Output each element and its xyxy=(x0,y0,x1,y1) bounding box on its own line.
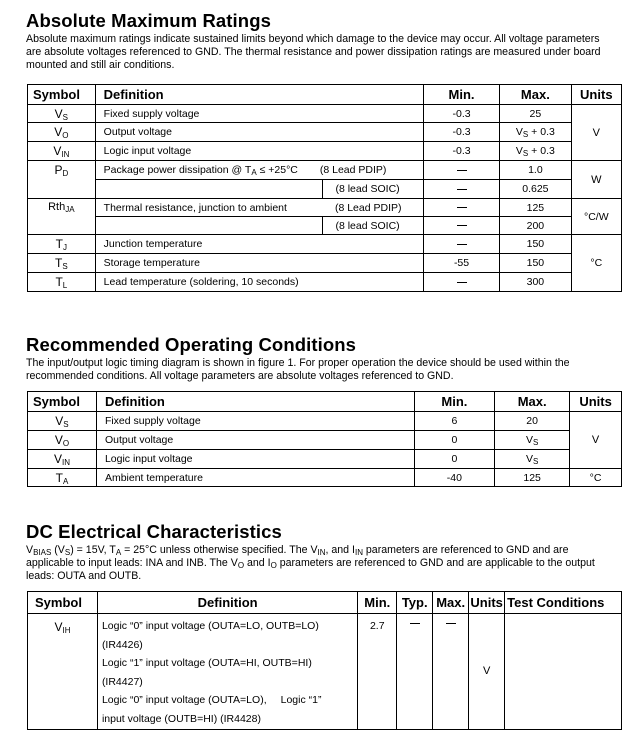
definition-cell: Thermal resistance, junction to ambient xyxy=(95,199,323,217)
max-cell: 125 xyxy=(495,469,570,487)
table-row xyxy=(28,235,622,254)
dc-head-max: Max. xyxy=(433,592,469,614)
symbol-cell: TL xyxy=(28,273,96,292)
dc-title: DC Electrical Characteristics xyxy=(26,521,282,542)
roc-head-max: Max. xyxy=(495,392,570,412)
package-cell: (8 Lead PDIP) xyxy=(323,199,423,217)
symbol-cell: TS xyxy=(28,254,96,273)
definition-cell: Output voltage xyxy=(96,431,414,450)
dc-head-units: Units xyxy=(469,592,505,614)
max-cell: 20 xyxy=(495,412,570,431)
symbol-cell: TA xyxy=(28,469,97,487)
amr-header-row xyxy=(28,85,622,105)
table-row xyxy=(28,614,622,730)
min-cell: -0.3 xyxy=(423,105,499,123)
definition-cell: Logic input voltage xyxy=(96,450,414,469)
definition-cell: Ambient temperature xyxy=(96,469,414,487)
symbol-cell: PD xyxy=(28,161,96,199)
max-cell: 300 xyxy=(500,273,571,292)
dc-head-min: Min. xyxy=(358,592,397,614)
max-cell: 150 xyxy=(500,235,571,254)
dc-head-conditions: Test Conditions xyxy=(505,592,622,614)
table-row xyxy=(28,450,622,469)
min-cell xyxy=(423,273,499,292)
units-cell: V xyxy=(571,105,621,161)
min-cell xyxy=(423,199,499,217)
roc-head-units: Units xyxy=(570,392,622,412)
conditions-cell xyxy=(505,614,622,730)
dc-description: VBIAS (VS) = 15V, TA = 25°C unless otherwise specified. The VIN, and IIN parameters are referenced to GND and are applicable to input leads: INA and INB. The VO and IO parameters are referenced to GND and are applicable to the output leads: OUTA and OUTB. xyxy=(26,544,595,582)
roc-description: The input/output logic timing diagram is shown in figure 1. For proper operation the device should be used within the recommended conditions. All voltage parameters are absolute voltages referenced to GND. xyxy=(26,357,570,382)
dc-header-row xyxy=(28,592,622,614)
units-cell: W xyxy=(571,161,621,199)
roc-table xyxy=(27,391,622,487)
amr-table xyxy=(27,84,622,292)
table-row xyxy=(28,469,622,487)
min-cell xyxy=(423,161,499,180)
definition-cell: Junction temperature xyxy=(95,235,423,254)
min-cell: 6 xyxy=(414,412,494,431)
dc-head-typ: Typ. xyxy=(397,592,433,614)
typ-cell xyxy=(397,614,433,730)
min-cell: 0 xyxy=(414,450,494,469)
symbol-cell: VO xyxy=(28,431,97,450)
max-cell: 125 xyxy=(500,199,571,217)
max-cell: VS + 0.3 xyxy=(500,123,571,142)
amr-description: Absolute maximum ratings indicate sustained limits beyond which damage to the device may occur. All voltage parameters are absolute voltages referenced to GND. The thermal resistance and power dissipation ratings are measured under board mounted and still air conditions. xyxy=(26,33,601,71)
roc-head-min: Min. xyxy=(414,392,494,412)
max-cell: 200 xyxy=(500,217,571,235)
max-cell: 1.0 xyxy=(500,161,571,180)
symbol-cell: VS xyxy=(28,412,97,431)
amr-title: Absolute Maximum Ratings xyxy=(26,10,271,31)
table-row xyxy=(28,273,622,292)
max-cell: VS xyxy=(495,431,570,450)
min-cell: -55 xyxy=(423,254,499,273)
definition-cell: Fixed supply voltage xyxy=(95,105,423,123)
min-cell xyxy=(423,217,499,235)
min-cell: -0.3 xyxy=(423,142,499,161)
units-cell: °C/W xyxy=(571,199,621,235)
max-cell: VS xyxy=(495,450,570,469)
definition-cell: Logic input voltage xyxy=(95,142,423,161)
dc-head-symbol: Symbol xyxy=(28,592,98,614)
table-row xyxy=(28,105,622,123)
dc-head-definition: Definition xyxy=(97,592,357,614)
max-cell: 0.625 xyxy=(500,180,571,199)
symbol-cell: VO xyxy=(28,123,96,142)
amr-head-min: Min. xyxy=(423,85,499,105)
min-cell: -0.3 xyxy=(423,123,499,142)
units-cell: °C xyxy=(570,469,622,487)
table-row xyxy=(28,199,622,217)
definition-cell: Lead temperature (soldering, 10 seconds) xyxy=(95,273,423,292)
amr-head-symbol: Symbol xyxy=(28,85,96,105)
roc-title: Recommended Operating Conditions xyxy=(26,334,357,355)
amr-head-definition: Definition xyxy=(95,85,423,105)
max-cell: VS + 0.3 xyxy=(500,142,571,161)
table-row xyxy=(28,142,622,161)
min-cell xyxy=(423,235,499,254)
max-cell: 25 xyxy=(500,105,571,123)
symbol-cell: VIH xyxy=(28,614,98,730)
definition-cell: Output voltage xyxy=(95,123,423,142)
symbol-cell: RthJA xyxy=(28,199,96,235)
dc-table xyxy=(27,591,622,730)
max-cell xyxy=(433,614,469,730)
table-row xyxy=(28,217,622,235)
definition-cell: Logic “0” input voltage (OUTA=LO, OUTB=LO) (IR4426) Logic “1” input voltage (OUTA=HI, OUTB=HI) (IR4427) Logic “0” input voltage (OUTA=LO), Logic “1” input voltage (OUTB=HI) (IR4428) xyxy=(97,614,357,730)
symbol-cell: VS xyxy=(28,105,96,123)
roc-header-row xyxy=(28,392,622,412)
package-cell: (8 lead SOIC) xyxy=(323,180,423,199)
table-row xyxy=(28,161,622,180)
table-row xyxy=(28,431,622,450)
table-row xyxy=(28,123,622,142)
min-cell xyxy=(423,180,499,199)
definition-cell: Fixed supply voltage xyxy=(96,412,414,431)
roc-head-definition: Definition xyxy=(96,392,414,412)
definition-cell: Package power dissipation @ TA ≤ +25°C (8 Lead PDIP) xyxy=(95,161,423,180)
table-row xyxy=(28,254,622,273)
amr-head-max: Max. xyxy=(500,85,571,105)
units-cell: °C xyxy=(571,235,621,292)
package-cell: (8 lead SOIC) xyxy=(323,217,423,235)
symbol-cell: VIN xyxy=(28,450,97,469)
min-cell: 0 xyxy=(414,431,494,450)
table-row xyxy=(28,412,622,431)
amr-head-units: Units xyxy=(571,85,621,105)
roc-head-symbol: Symbol xyxy=(28,392,97,412)
units-cell: V xyxy=(570,412,622,469)
units-cell: V xyxy=(469,614,505,730)
min-cell: 2.7 xyxy=(358,614,397,730)
max-cell: 150 xyxy=(500,254,571,273)
table-row xyxy=(28,180,622,199)
min-cell: -40 xyxy=(414,469,494,487)
symbol-cell: VIN xyxy=(28,142,96,161)
symbol-cell: TJ xyxy=(28,235,96,254)
definition-cell: Storage temperature xyxy=(95,254,423,273)
